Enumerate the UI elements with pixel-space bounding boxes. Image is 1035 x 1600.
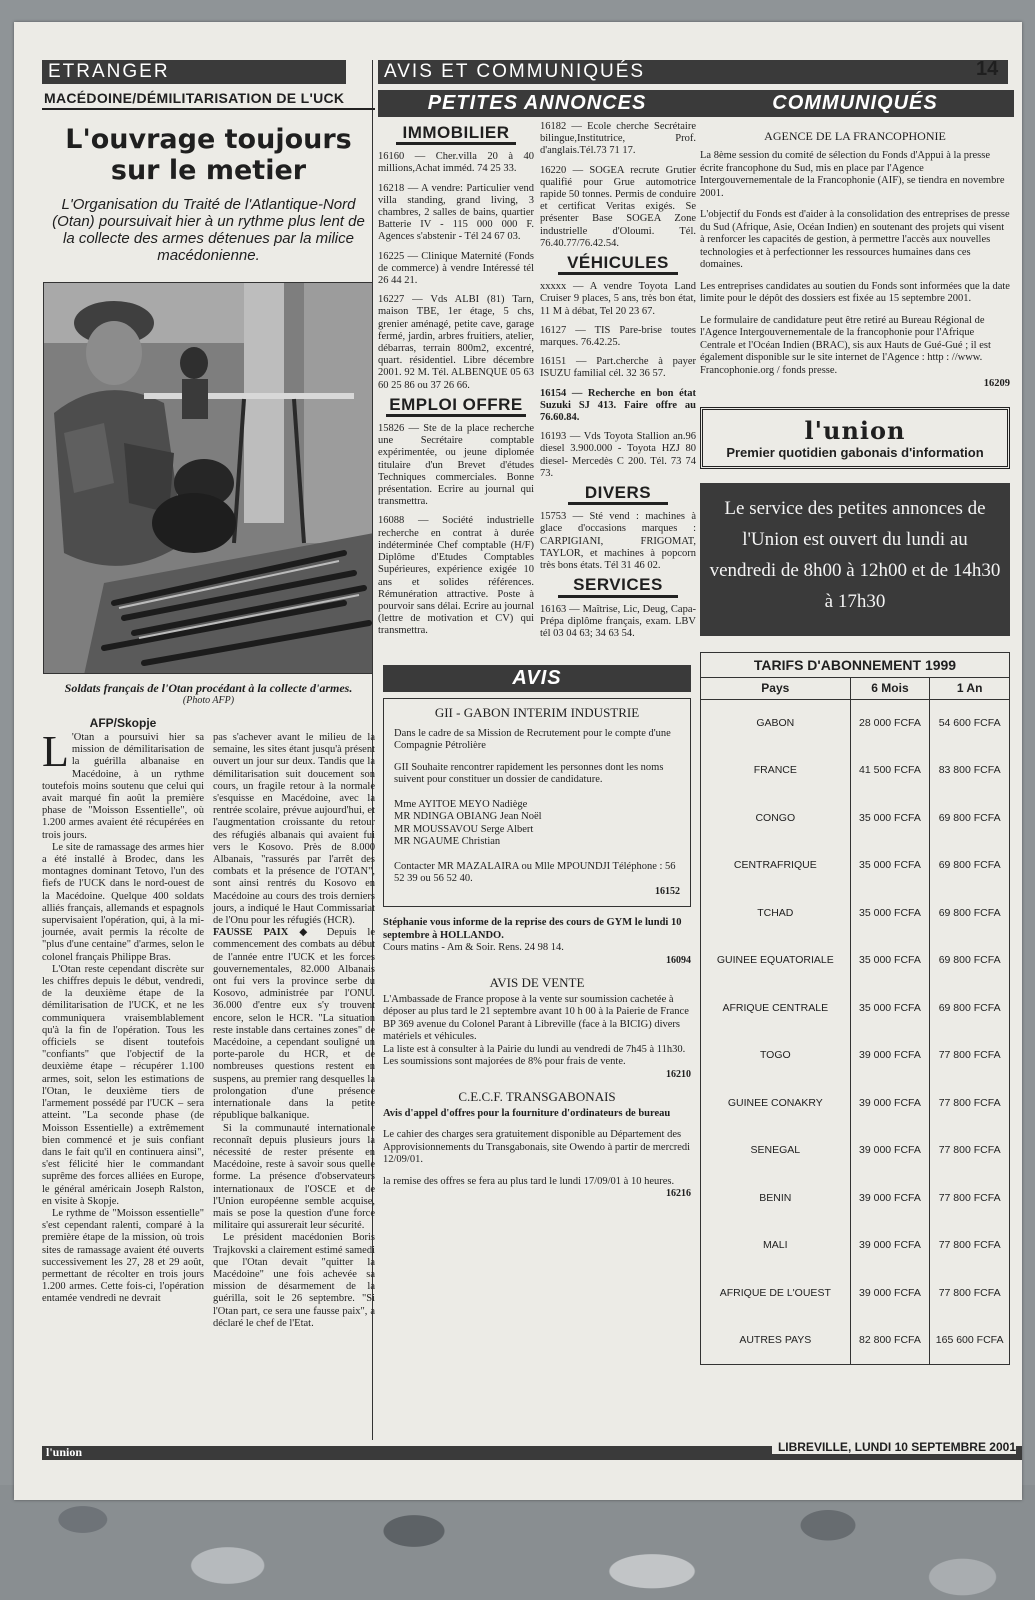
article-deck: L'Organisation du Traité de l'Atlantique-Nord (Otan) poursuivait hier à un rythme plus lent de la collecte des armes détenues par la milice macédonienne. [52,196,365,264]
article-photo [43,282,373,674]
gym-ref: 16094 [666,954,691,966]
tarif-6-mois: 39 000 FCFA [850,1174,930,1222]
tarif-1-an: 69 800 FCFA [930,794,1010,842]
union-tagline: Premier quotidien gabonais d'information [726,444,984,460]
gii-title: GII - GABON INTERIM INDUSTRIE [434,705,640,721]
tarif-country: BENIN [701,1174,851,1222]
subhead-fausse-paix: FAUSSE PAIX ◆ [213,927,316,939]
photo-credit: (Photo AFP) [182,695,235,706]
article-body-column-2 [213,732,375,1330]
tarif-6-mois: 39 000 FCFA [850,1032,930,1080]
table-row [701,1032,1010,1080]
article-paragraph: Le président macédonien Boris Trajkovski a clairement estimé samedi que l'Otan devait "quitter la Macédoine" une fois achevée sa mission de désarmement de la guérilla, soit le 26 septembre. "Si l'Otan part, ce sera une fausse paix", a déclaré le chef de l'Etat. [213,1232,375,1329]
photo-caption: Soldats français de l'Otan procédant à la collecte d'armes. [64,681,353,695]
gii-name: MR MOUSSAVOU Serge Albert [394,823,534,835]
rubric-immobilier: IMMOBILIER [396,127,516,145]
table-row [701,794,1010,842]
cecf-paragraph: Le cahier des charges sera gratuitement disponible au Département des Approvisionnements du Transgabonais, site Owendo à partir de mercredi 12/09/01. [383,1129,691,1166]
page-number: 14 [976,58,999,80]
tarif-6-mois: 35 000 FCFA [850,984,930,1032]
tarifs-title: TARIFS D'ABONNEMENT 1999 [700,652,1010,677]
footer-date: LIBREVILLE, LUNDI 10 SEPTEMBRE 2001 [772,1440,1016,1454]
table-row [701,1222,1010,1270]
communique-ref: 16209 [983,378,1010,389]
classified-ad: 16227 — Vds ALBI (81) Tarn, maison TBE, 1er étage, 5 chs, grenier aménagé, petite cave, garage fermé, jardin, arbres fruitiers, atelier, débarras, terrain 800m2, excentré, quart. résidentiel. Libre décembre 2001. 92 M. Tél. ALBENQUE 05 63 60 25 86 ou 37 26 66. [378,294,534,391]
tarif-1-an: 83 800 FCFA [930,747,1010,795]
gii-paragraph: GII Souhaite rencontrer rapidement les personnes dont les noms suivent pour constituer un dossier de candidature. [394,761,664,786]
gii-contact: Contacter MR MAZALAIRA ou Mlle MPOUNDJI Téléphone : 56 52 39 ou 56 52 40. [394,860,676,885]
classified-ad: 16193 — Vds Toyota Stallion an.96 diesel 3.900.000 - Toyota HZJ 80 diesel- Mercedès C 200. Tél. 73 74 73. [540,431,696,479]
gii-name: Mme AYITOE MEYO Nadiège [394,798,528,810]
table-header: 1 An [930,677,1010,699]
cecf-ref: 16216 [666,1188,691,1200]
soldier-photo-illustration [44,283,373,674]
gym-hours: Cours matins - Am & Soir. Rens. 24 98 14. [383,942,564,954]
tarif-country: AFRIQUE DE L'OUEST [701,1269,851,1317]
table-header-row [701,677,1010,699]
union-logo: l'union [804,415,906,445]
rubric-services: SERVICES [558,579,678,597]
tarif-country: GUINEE CONAKRY [701,1079,851,1127]
vente-paragraph: Les soumissions sont majorées de 8% pour frais de vente. [383,1056,626,1068]
article [42,86,375,1330]
classified-ad: 16225 — Clinique Maternité (Fonds de commerce) à vendre Intéressé tél 26 44 21. [378,250,534,287]
section-avis-communiques: AVIS ET COMMUNIQUÉS [378,60,1008,84]
tarif-country: TCHAD [701,889,851,937]
tarif-6-mois: 39 000 FCFA [850,1079,930,1127]
tarif-1-an: 77 800 FCFA [930,1127,1010,1175]
gii-paragraph: Dans le cadre de sa Mission de Recrutement pour le compte d'une Compagnie Pétrolière [394,727,671,752]
gii-names [394,799,680,849]
classified-ad: 16182 — Ecole cherche Secrétaire bilingue,Institutrice, Prof. d'anglais.Tél.73 71 17. [540,121,696,157]
tarif-6-mois: 35 000 FCFA [850,842,930,890]
tarif-1-an: 77 800 FCFA [930,1222,1010,1270]
cecf-paragraph: la remise des offres se fera au plus tard le lundi 17/09/01 à 10 heures. [383,1175,675,1187]
classified-ad: 16220 — SOGEA recrute Grutier qualifié pour Grue automotrice rapide 50 tonnes. Permis de conduire et certificat Veritas exigés. Se présenter Base SOGEA Zone industrielle d'Oloumi. Tél. 76.40.77/76.42.54. [540,164,696,249]
tarif-1-an: 69 800 FCFA [930,889,1010,937]
classified-ad: 16088 — Société industrielle recherche en contrat à durée indéterminée Chef comptable (H/F) Diplôme d'Etudes Comptables Supérieures, expérience exigée 10 ans et solides références. Rémunération attractive. Poste à pourvoir sans délai. Ecrire au journal (lettre de motivation et CV) qui transmettra. [378,515,534,637]
tarif-6-mois: 35 000 FCFA [850,937,930,985]
tarif-country: AUTRES PAYS [701,1317,851,1365]
article-kicker: MACÉDOINE/DÉMILITARISATION DE L'UCK [42,86,375,110]
tarif-country: AFRIQUE CENTRALE [701,984,851,1032]
article-byline: AFP/Skopje [89,716,157,730]
classified-ad: 16160 — Cher.villa 20 à 40 millions,Achat imméd. 74 25 33. [378,151,534,175]
rubric-divers: DIVERS [568,487,668,505]
gii-name: MR NGAUME Christian [394,836,501,848]
tarif-6-mois: 39 000 FCFA [850,1222,930,1270]
classified-ad: 16218 — A vendre: Particulier vend villa standing, grand living, 3 chambres, 2 salles de bains, quartier Batterie IV - 115 000 000 F. Agences s'abstenir - Tél 24 67 03. [378,182,534,243]
table-row [701,1079,1010,1127]
table-row [701,699,1010,747]
cecf-title: C.E.C.F. TRANSGABONAIS [458,1089,616,1105]
classified-ad: 15753 — Sté vend : machines à glace d'occasions marques : CARPIGIANI, FRIGOMAT, TAYLOR, et machines à popcorn très bons états. Tél 31 46 02. [540,511,696,572]
tarif-6-mois: 39 000 FCFA [850,1269,930,1317]
tarif-country: CONGO [701,794,851,842]
classified-ad: 16154 — Recherche en bon état Suzuki SJ 413. Faire offre au 76.60.84. [540,387,696,424]
tarif-1-an: 69 800 FCFA [930,842,1010,890]
vente-title: AVIS DE VENTE [489,975,585,991]
table-row [701,1174,1010,1222]
classified-ad: 16127 — TIS Pare-brise toutes marques. 76.42.25. [540,324,696,349]
tarif-1-an: 77 800 FCFA [930,1269,1010,1317]
classified-ad: 15826 — Ste de la place recherche une Secrétaire comptable expérimentée, ou jeune diplomée titulaire d'un Brevet d'études Techniques commerciales. Bonne présentation. Ecrire au journal qui transmettra. [378,423,534,508]
section-etranger: ETRANGER [42,60,346,84]
gii-notice [383,698,691,907]
article-paragraph: Si la communauté internationale reconnaît depuis plusieurs jours la nécessité de rester présente en Macédoine, reste à savoir sous quelle forme. La présence d'observateurs internationaux de l'OSCE et de l'Union européenne semble acquise, mais se pose la question d'une force militaire qui assurerait leur sécurité. [213,1122,375,1232]
footer-logo: l'union [46,1445,83,1459]
gii-ref: 16152 [655,885,680,897]
communique-agency: AGENCE DE LA FRANCOPHONIE [764,129,946,143]
table-row [701,984,1010,1032]
classifieds-column-2 [540,121,696,647]
avis-title: AVIS [383,665,691,692]
article-paragraph: Le rythme de "Moisson essentielle" s'est cependant ralenti, comparé à la première étape de la mission, où trois sites de ramassage avaient été ouverts successivement les 27, 28 et 29 août, permettant de récolter en trois jours 1.200 armes. Cette fois-ci, l'opération entamée vendredi ne devrait [42,1207,204,1305]
communiques-title: COMMUNIQUÉS [696,90,1014,117]
background-fabric [0,1485,1035,1600]
service-hours-box: Le service des petites annonces de l'Union est ouvert du lundi au vendredi de 8h00 à 12h00 et de 14h30 à 17h30 [700,483,1010,636]
classified-ad: 16151 — Part.cherche à payer ISUZU familial cél. 32 36 57. [540,356,696,380]
tarif-6-mois: 41 500 FCFA [850,747,930,795]
tarif-1-an: 77 800 FCFA [930,1174,1010,1222]
vente-ref: 16210 [666,1068,691,1080]
rubric-vehicules: VÉHICULES [558,257,678,275]
table-row [701,889,1010,937]
communiques-column [696,86,1014,1365]
table-row [701,1269,1010,1317]
tarif-1-an: 69 800 FCFA [930,937,1010,985]
article-headline: L'ouvrage toujours sur le metier [65,124,352,186]
communique-paragraph: L'objectif du Fonds est d'aider à la consolidation des entreprises de presse du Sud (Afrique, Asie, Océan Indien) en soutenant des projets qui visent à renforcer les capacités de gestion, à permettre l'accès aux nouvelles technologies et à perfectionner les ressources humaines dans ces domaines. [700,209,1010,270]
cecf-subtitle: Avis d'appel d'offres pour la fourniture d'ordinateurs de bureau [383,1107,671,1119]
tarif-1-an: 77 800 FCFA [930,1079,1010,1127]
drop-cap: L [42,727,69,776]
article-body-column-1 [42,727,204,1330]
tarif-country: GUINEE EQUATORIALE [701,937,851,985]
tarif-country: FRANCE [701,747,851,795]
article-paragraph: pas s'achever avant le milieu de la semaine, les sites étant jusqu'à présent ouvert un jour sur deux. Tandis que la démilitarisation suit doucement son cours, un fragile retour à la normale s'esquisse en Macédoine, avec la rentrée scolaire, prévue aujourd'hui, et l'augmentation croissante du retour des réfugiés albanais qui avaient fui vers le Kosovo. Près de 8.000 Albanais, "rassurés par l'arrêt des combats et la présence de l'OTAN", sont ainsi rentrés du Kosovo en Macédoine au cours des trois derniers jours, a indiqué le Haut Commissariat de l'Onu pour les réfugiés (HCR). [213,732,375,927]
classified-ad: 16163 — Maîtrise, Lic, Deug, Capa-Prépa diplôme français, exam. LBV tél 03 04 63; 34 63 54. [540,603,696,639]
article-paragraph: L 'Otan a poursuivi hier sa mission de démilitarisation de la guérilla albanaise en Macédoine, à un rythme toutefois moins soutenu que celui qui avait marqué fin août la première phase de "Moisson Essentielle", où 1.200 armes avaient été récupérées en trois jours. [42,727,204,841]
table-row [701,1127,1010,1175]
tarif-6-mois: 35 000 FCFA [850,794,930,842]
newspaper-page [14,22,1022,1500]
gym-notice [378,917,696,967]
communique-paragraph: Le formulaire de candidature peut être retiré au Bureau Régional de l'Agence Intergouvernementale de la francophonie pour l'Afrique Centrale et l'Océan Indien (BRAC), sis aux Hauts de Gué-Gué ; il est également disponible sur le site internet de l'Agence : http : //www. Francophonie.org / fonds presse. [700,314,991,376]
tarifs-body [701,699,1010,1364]
classifieds-column-1 [378,121,534,647]
article-paragraph: FAUSSE PAIX ◆ Depuis le commencement des combats au début de l'année entre l'UCK et les forces gouvernementales, 82.000 Albanais ont fui vers la province serbe du Kosovo, administrée par l'ONU. 36.000 d'entre eux s'y trouvent encore, selon le HCR. "La situation reste instable dans certaines zones" de Macédoine, a cependant souligné un porte-parole du HCR, et de nombreuses questions restent en suspens, au premier rang desquelles la prolongation d'une présence internationale dans la petite république balkanique. [213,927,375,1122]
communique-paragraph: Les entreprises candidates au soutien du Fonds sont informées que la date limite pour le dépôt des dossiers est fixée au 15 septembre 2001. [700,280,1010,304]
table-row [701,747,1010,795]
table-header: 6 Mois [850,677,930,699]
tarif-1-an: 69 800 FCFA [930,984,1010,1032]
tarif-country: CENTRAFRIQUE [701,842,851,890]
vente-paragraph: L'Ambassade de France propose à la vente sur soumission cachetée à déposer au plus tard le 21 septembre avant 10 h 00 à la Paierie de France BP 369 avenue du Colonel Parant à Libreville (face à la BICIG) divers matériels et véhicules. [383,993,689,1043]
tarif-country: MALI [701,1222,851,1270]
union-masthead-box [700,407,1010,469]
petites-annonces-column [378,86,696,1201]
communique-francophonie [696,129,1014,391]
table-row [701,937,1010,985]
tarif-1-an: 54 600 FCFA [930,699,1010,747]
classifieds [378,121,696,647]
article-paragraph: L'Otan reste cependant discrète sur les chiffres depuis le début, vendredi, de la deuxième étape de la démilitarisation de l'UCK, et ne les communiquera vraisemblablement qu'à la fin de l'opération. Tous les officiels se disent toutefois "confiants" que l'objectif de la deuxième étape – récupérer 1.100 armes, soit, selon les estimations de l'Otan, le deuxième tiers de l'armement possédé par l'UCK – sera atteint. "La seconde phase (de Moisson Essentielle) a extrêmement bien commencé et je suis confiant dans le fait qu'il en continuera ainsi", s'est félicité hier le commandant suprême des forces alliées en Europe, le général américain Joseph Ralston, en visite à Skopje. [42,963,204,1207]
petites-annonces-title: PETITES ANNONCES [378,90,696,117]
table-row [701,842,1010,890]
tarifs-table [700,677,1010,1365]
tarif-1-an: 165 600 FCFA [930,1317,1010,1365]
vente-notice [378,977,696,1081]
gii-name: MR NDINGA OBIANG Jean Noël [394,811,542,823]
article-paragraph: Le site de ramassage des armes hier a été installé à Brodec, dans les montagnes dominant Tetovo, l'un des fiefs de l'UCK dans le nord-ouest de la Macédoine. Quelque 400 soldats alliés français, allemands et espagnols supervisaient l'opération, qui, à la mi-journée, avait permis la récolte de "plus d'une centaine" d'armes, selon le colonel français Philippe Bras. [42,841,204,963]
classified-ad: xxxxx — A vendre Toyota Land Cruiser 9 places, 5 ans, très bon état, 11 M à débat, Tel 20 23 67. [540,281,696,317]
table-header: Pays [701,677,851,699]
tarif-6-mois: 28 000 FCFA [850,699,930,747]
tarif-6-mois: 82 800 FCFA [850,1317,930,1365]
tarif-6-mois: 39 000 FCFA [850,1127,930,1175]
vente-paragraph: La liste est à consulter à la Pairie du lundi au vendredi de 7h45 à 11h30. [383,1043,686,1055]
tarif-6-mois: 35 000 FCFA [850,889,930,937]
tarif-country: GABON [701,699,851,747]
cecf-notice [378,1091,696,1201]
communique-paragraph: La 8ème session du comité de sélection du Fonds d'Appui à la presse écrite francophone du Sud, mis en place par l'Agence Intergouvernementale de la Francophonie (AIF), se tiendra en novembre 2001. [700,150,1005,199]
tarif-country: SENEGAL [701,1127,851,1175]
tarif-country: TOGO [701,1032,851,1080]
rubric-emploi-offre: EMPLOI OFFRE [386,399,526,417]
table-row [701,1317,1010,1365]
article-body [42,727,375,1330]
tarif-1-an: 77 800 FCFA [930,1032,1010,1080]
gym-text: Stéphanie vous informe de la reprise des cours de GYM le lundi 10 septembre à HOLLANDO. [383,917,682,941]
